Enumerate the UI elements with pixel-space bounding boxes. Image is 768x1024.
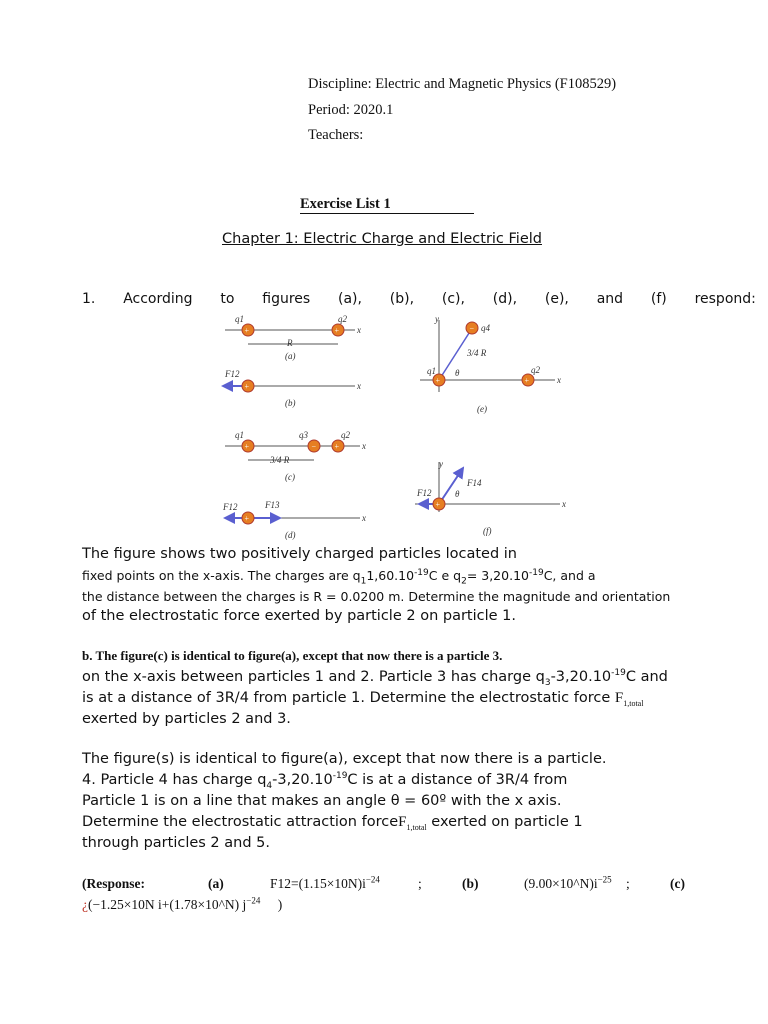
period-line: Period: 2020.1 bbox=[308, 102, 394, 118]
svg-text:−: − bbox=[311, 442, 317, 451]
para-c-line3: Particle 1 is on a line that makes an angle θ = 60º with the x axis. bbox=[82, 793, 562, 809]
svg-text:(e): (e) bbox=[477, 404, 487, 414]
svg-text:(d): (d) bbox=[285, 530, 296, 540]
figure-d bbox=[222, 500, 366, 540]
response-a-value: $F12=(1.15\times 10N)i^{-24}$ bbox=[270, 874, 380, 891]
svg-text:q3: q3 bbox=[299, 430, 308, 440]
exercise-title: Exercise List 1 bbox=[300, 196, 474, 214]
response-c-value: ¿(−1.25×10N i+(1.78×10^N) $j^{-24}$ ) bbox=[82, 895, 283, 912]
figure-e bbox=[420, 314, 561, 414]
response-a-label: (a) bbox=[208, 876, 224, 891]
svg-text:q4: q4 bbox=[481, 323, 490, 333]
para-c-line4: Determine the electrostatic attraction forceF$_{1,total}$ exerted on particle 1 bbox=[82, 814, 583, 832]
fig-a-caption: (a) bbox=[285, 351, 296, 361]
svg-text:x: x bbox=[357, 325, 361, 335]
para-b-line2: is at a distance of 3R/4 from particle 1. Determine the electrostatic force $F_{1,total}$ bbox=[82, 690, 644, 708]
response-b-label: (b) bbox=[462, 876, 479, 891]
svg-text:(c): (c) bbox=[285, 472, 295, 482]
svg-text:+: + bbox=[244, 326, 250, 335]
figure-f bbox=[415, 459, 566, 536]
svg-text:3/4 R: 3/4 R bbox=[270, 455, 290, 465]
figure-c bbox=[225, 430, 366, 482]
svg-text:+: + bbox=[435, 500, 441, 509]
svg-text:q2: q2 bbox=[531, 365, 540, 375]
svg-text:(f): (f) bbox=[483, 526, 492, 536]
svg-text:R: R bbox=[287, 338, 293, 348]
svg-text:q2: q2 bbox=[341, 430, 350, 440]
physics-figures bbox=[215, 312, 575, 542]
figure-b bbox=[223, 369, 361, 408]
svg-text:y: y bbox=[439, 459, 443, 469]
svg-text:+: + bbox=[244, 382, 250, 391]
fig-b-force: F12 bbox=[225, 369, 240, 379]
svg-text:θ: θ bbox=[455, 489, 460, 499]
question-1-intro: 1. According to figures (a), (b), (c), (d), (e), and (f) respond: bbox=[82, 291, 756, 307]
response-c-label: (c) bbox=[670, 876, 685, 891]
para-c-line5: through particles 2 and 5. bbox=[82, 835, 270, 851]
svg-text:+: + bbox=[244, 442, 250, 451]
discipline-line: Discipline: Electric and Magnetic Physics (F108529) bbox=[308, 76, 617, 92]
para-b-line1: on the x-axis between particles 1 and 2. Particle 3 has charge $q_3-3,20.10^{-19}C$ and bbox=[82, 668, 668, 688]
response-label: (Response: bbox=[82, 876, 145, 891]
svg-text:y: y bbox=[435, 314, 439, 324]
svg-text:F12: F12 bbox=[417, 488, 432, 498]
para-c-line2: 4. Particle 4 has charge $q_4-3,20.10^{-19}C$ is at a distance of 3R/4 from bbox=[82, 771, 568, 791]
svg-text:+: + bbox=[524, 376, 530, 385]
svg-text:q1: q1 bbox=[235, 430, 244, 440]
figure-a bbox=[225, 314, 361, 361]
svg-text:F13: F13 bbox=[265, 500, 280, 510]
para-b-line3: exerted by particles 2 and 3. bbox=[82, 711, 291, 727]
para-a-line1: The figure shows two positively charged particles located in bbox=[82, 546, 517, 562]
svg-text:+: + bbox=[334, 326, 340, 335]
svg-text:−: − bbox=[469, 324, 475, 333]
svg-text:x: x bbox=[362, 513, 366, 523]
svg-text:+: + bbox=[334, 442, 340, 451]
response-b-value: $(9.00\times 10\^{}N)i^{-25}$ bbox=[524, 874, 612, 891]
svg-text:θ: θ bbox=[455, 368, 460, 378]
fig-a-q1: q1 bbox=[235, 314, 244, 324]
svg-text:x: x bbox=[357, 381, 361, 391]
svg-text:+: + bbox=[244, 514, 250, 523]
svg-text:x: x bbox=[562, 499, 566, 509]
svg-text:x: x bbox=[362, 441, 366, 451]
svg-text:+: + bbox=[435, 376, 441, 385]
para-a-line2: fixed points on the x-axis. The charges are $q_11,60.10^{-19}C$ e $q_2= 3,20.10^{-19}C$, and a bbox=[82, 567, 596, 587]
svg-text:q1: q1 bbox=[427, 366, 436, 376]
para-a-line4: of the electrostatic force exerted by particle 2 on particle 1. bbox=[82, 608, 517, 624]
svg-text:(b): (b) bbox=[285, 398, 296, 408]
para-c-line1: The figure(s) is identical to figure(a), except that now there is a particle. bbox=[82, 751, 607, 767]
para-a-line3: the distance between the charges is R = 0.0200 m. Determine the magnitude and orientation bbox=[82, 589, 671, 604]
para-b-heading: b. The figure(c) is identical to figure(a), except that now there is a particle 3. bbox=[82, 648, 503, 663]
teachers-line: Teachers: bbox=[308, 127, 364, 143]
svg-text:F12: F12 bbox=[223, 502, 238, 512]
svg-text:x: x bbox=[557, 375, 561, 385]
svg-text:3/4 R: 3/4 R bbox=[467, 348, 487, 358]
question-number: 1. bbox=[82, 291, 96, 307]
fig-a-q2: q2 bbox=[338, 314, 347, 324]
svg-text:F14: F14 bbox=[467, 478, 482, 488]
chapter-title: Chapter 1: Electric Charge and Electric Field bbox=[222, 231, 542, 247]
